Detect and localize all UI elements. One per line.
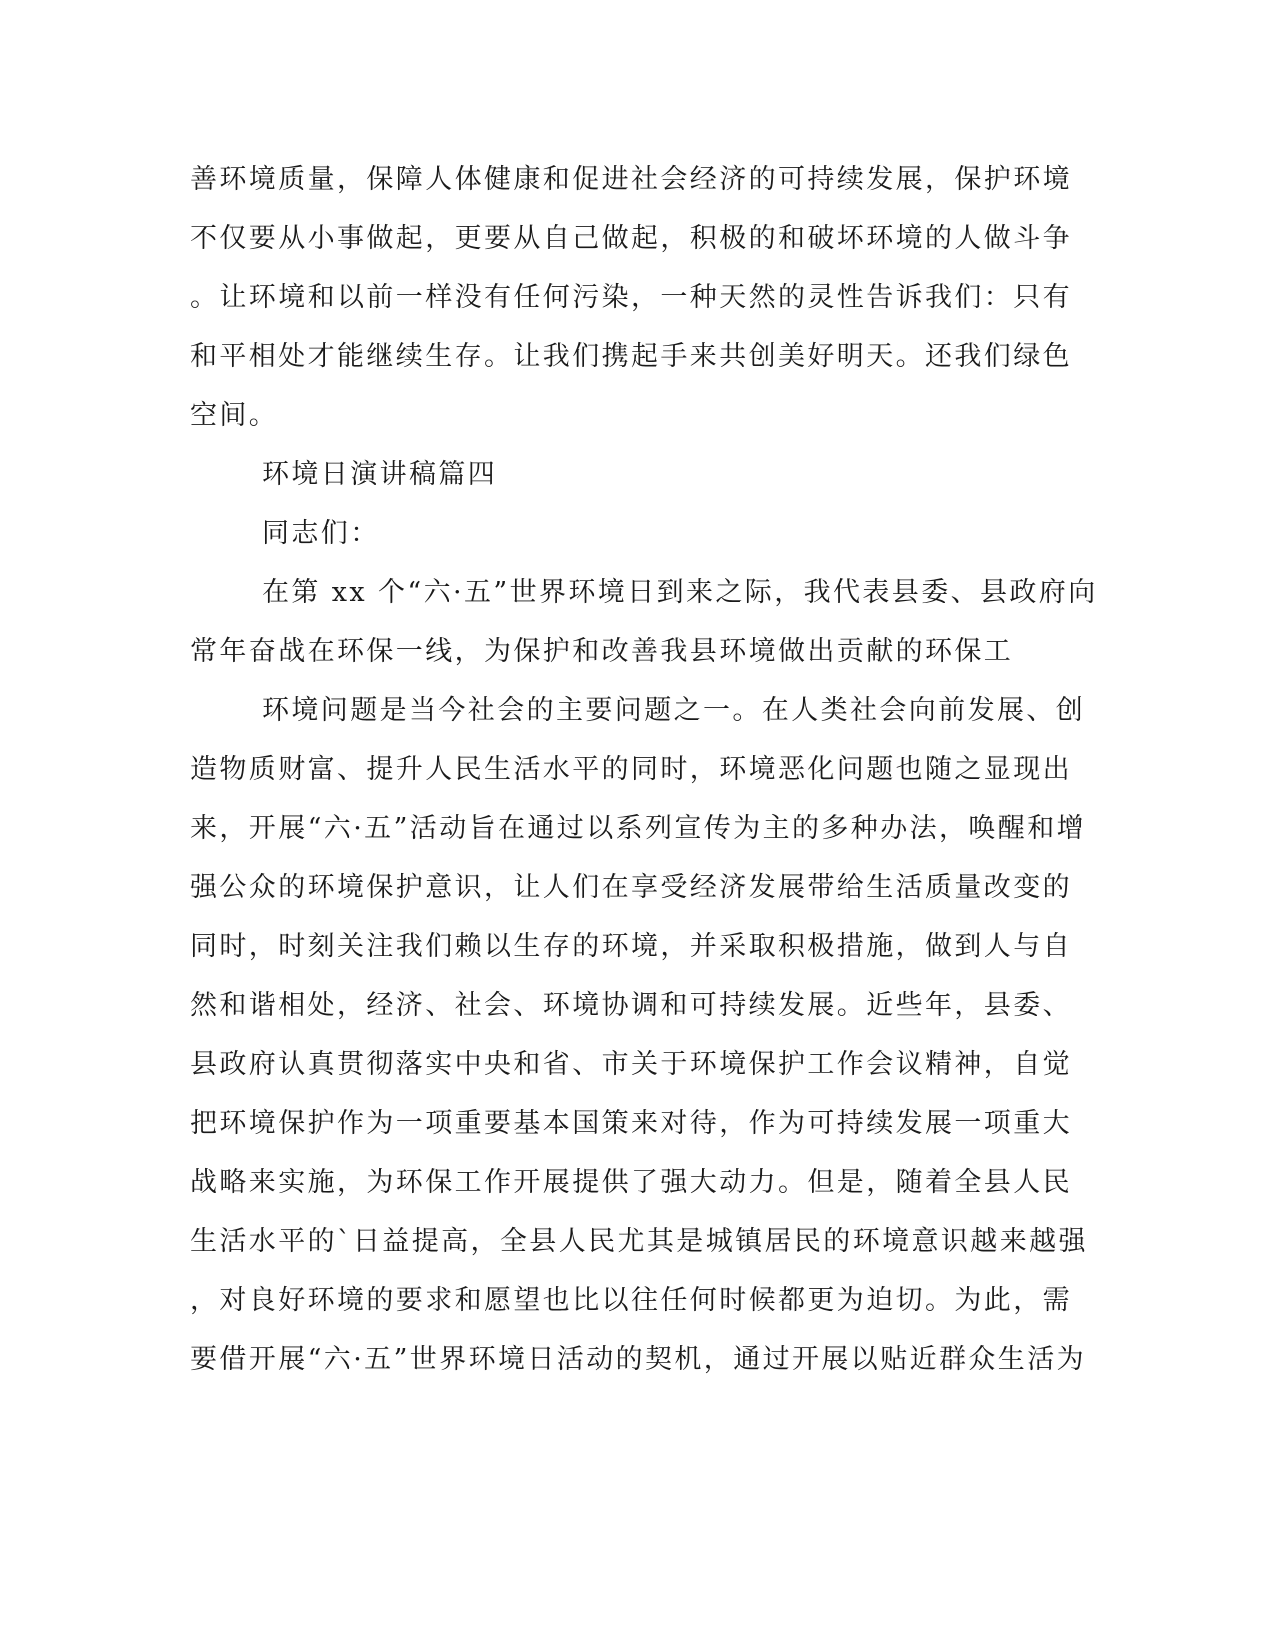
section-heading: 环境日演讲稿篇四	[262, 459, 498, 490]
paragraph-line: 环境问题是当今社会的主要问题之一。在人类社会向前发展、创	[262, 695, 1086, 726]
paragraph-line: 然和谐相处，经济、社会、环境协调和可持续发展。近些年，县委、	[190, 990, 1072, 1021]
paragraph-line: 不仅要从小事做起，更要从自己做起，积极的和破坏环境的人做斗争	[190, 223, 1072, 254]
paragraph-line: 要借开展“六·五”世界环境日活动的契机，通过开展以贴近群众生活为	[190, 1344, 1086, 1375]
paragraph-line: 造物质财富、提升人民生活水平的同时，环境恶化问题也随之显现出	[190, 754, 1072, 785]
paragraph-line: 。让环境和以前一样没有任何污染，一种天然的灵性告诉我们：只有	[190, 282, 1072, 313]
paragraph-line: 县政府认真贯彻落实中央和省、市关于环境保护工作会议精神，自觉	[190, 1049, 1072, 1080]
salutation: 同志们：	[262, 518, 380, 549]
paragraph-line: 把环境保护作为一项重要基本国策来对待，作为可持续发展一项重大	[190, 1108, 1072, 1139]
paragraph-line: 来，开展“六·五”活动旨在通过以系列宣传为主的多种办法，唤醒和增	[190, 813, 1086, 844]
paragraph-line: 强公众的环境保护意识，让人们在享受经济发展带给生活质量改变的	[190, 872, 1072, 903]
paragraph-line: 常年奋战在环保一线，为保护和改善我县环境做出贡献的环保工	[190, 636, 1014, 667]
paragraph-line: 善环境质量，保障人体健康和促进社会经济的可持续发展，保护环境	[190, 164, 1072, 195]
paragraph-line: 空间。	[190, 400, 279, 431]
paragraph-line: 在第 xx 个“六·五”世界环境日到来之际，我代表县委、县政府向	[262, 577, 1098, 608]
paragraph-line: ，对良好环境的要求和愿望也比以往任何时候都更为迫切。为此，需	[190, 1285, 1072, 1316]
paragraph-line: 和平相处才能继续生存。让我们携起手来共创美好明天。还我们绿色	[190, 341, 1072, 372]
paragraph-line: 战略来实施，为环保工作开展提供了强大动力。但是，随着全县人民	[190, 1167, 1072, 1198]
paragraph-line: 生活水平的`日益提高，全县人民尤其是城镇居民的环境意识越来越强	[190, 1226, 1088, 1257]
paragraph-line: 同时，时刻关注我们赖以生存的环境，并采取积极措施，做到人与自	[190, 931, 1072, 962]
